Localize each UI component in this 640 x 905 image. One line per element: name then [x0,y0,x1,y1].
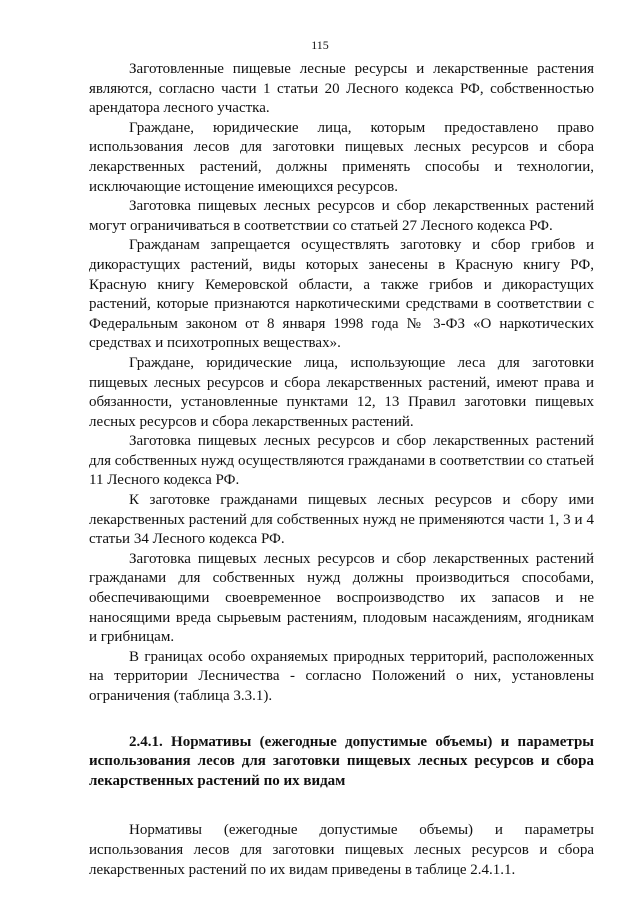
paragraph-harvesting-technologies: Граждане, юридические лица, которым предоставлено право использования лесов для заготовки пищевых лесных ресурсов и сбора лекарственных растений, должны применять способы и технологии, исключающие истощение имеющихся ресурсов. [89,119,594,195]
paragraph-norms-table-reference: Нормативы (ежегодные допустимые объемы) и параметры использования лесов для заготовки пищевых лесных ресурсов и сбора лекарственных растений по их видам приведены в таблице 2.4.1.1. [89,822,594,878]
paragraph-rights-and-duties: Граждане, юридические лица, использующие леса для заготовки пищевых лесных ресурсов и сбора лекарственных растений, имеют права и обязанности, установленные пунктами 12, 13 Правил заготовки пищевых лесных ресурсов и сбора лекарственных растений. [89,354,594,430]
document-body [89,60,594,880]
paragraph-red-book-prohibition: Гражданам запрещается осуществлять заготовку и сбор грибов и дикорастущих растений, виды которых занесены в Красную книгу РФ, Красную книгу Кемеровской области, а также грибов и дикорастущих растений, которые признаются наркотическими средствами в соответствии с Федеральным законом от 8 января 1998 года № 3-ФЗ «О наркотических средствах и психотропных веществах». [89,237,594,352]
paragraph-harvested-resources-ownership: Заготовленные пищевые лесные ресурсы и лекарственные растения являются, согласно части 1 статьи 20 Лесного кодекса РФ, собственностью арендатора лесного участка. [89,61,594,117]
paragraph-harvesting-restrictions: Заготовка пищевых лесных ресурсов и сбор лекарственных растений могут ограничиваться в соответствии со статьей 27 Лесного кодекса РФ. [89,198,594,234]
paragraph-harvesting-methods: Заготовка пищевых лесных ресурсов и сбор лекарственных растений гражданами для собственных нужд должны производиться способами, обеспечивающими своевременное воспроизводство их запасов и не наносящими вреда сырьевым растениям, плодовым насаждениям, ягодникам и грибницам. [89,550,594,646]
paragraph-protected-areas: В границах особо охраняемых природных территорий, расположенных на территории Лесничества - согласно Положений о них, установлены ограничения (таблица 3.3.1). [89,648,594,704]
paragraph-article-34-exemption: К заготовке гражданами пищевых лесных ресурсов и сбору ими лекарственных растений для собственных нужд не применяются части 1, 3 и 4 статьи 34 Лесного кодекса РФ. [89,492,594,548]
section-heading-2-4-1: 2.4.1. Нормативы (ежегодные допустимые объемы) и параметры использования лесов для заготовки пищевых лесных ресурсов и сбора лекарственных растений по их видам [89,733,594,789]
paragraph-own-needs-harvesting: Заготовка пищевых лесных ресурсов и сбор лекарственных растений для собственных нужд осуществляются гражданами в соответствии со статьей 11 Лесного кодекса РФ. [89,433,594,489]
page-number: 115 [311,38,329,52]
